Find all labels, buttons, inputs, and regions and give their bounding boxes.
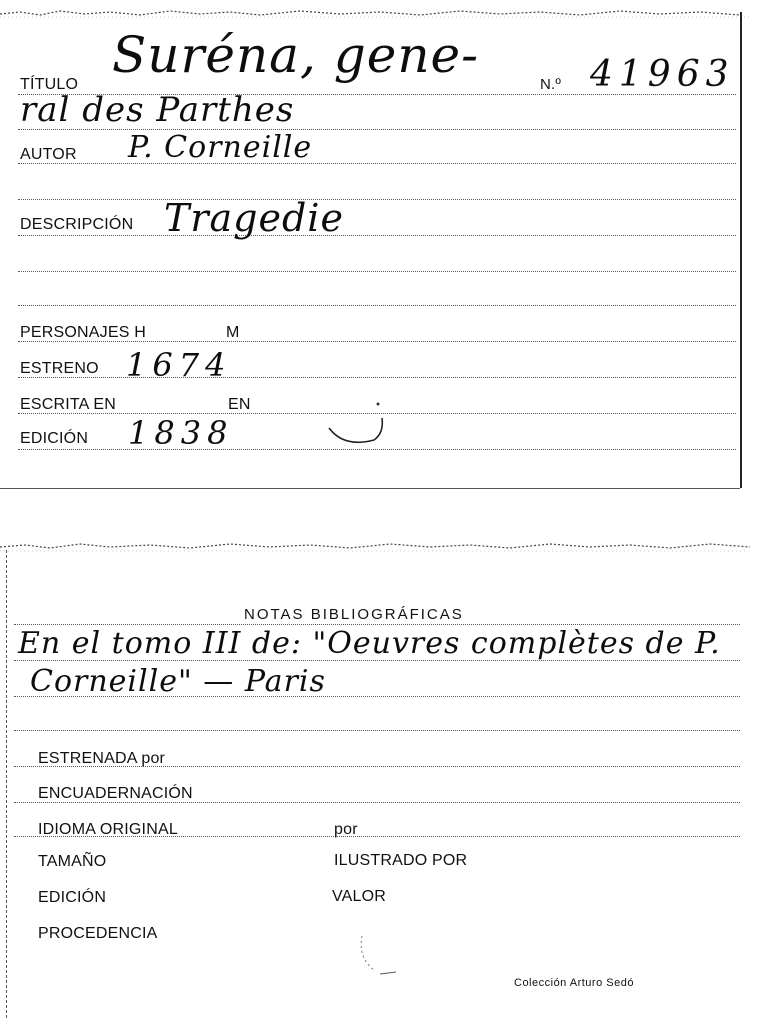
estrenada-por-label: ESTRENADA por bbox=[38, 750, 166, 767]
en-label: EN bbox=[228, 396, 251, 413]
card-left-edge bbox=[6, 550, 9, 1018]
handwritten-notes-line1: En el tomo III de: "Oeuvres complètes de P. bbox=[18, 626, 721, 661]
number-label: N.º bbox=[540, 76, 562, 93]
rule-line bbox=[18, 305, 736, 306]
notes-heading: NOTAS BIBLIOGRÁFICAS bbox=[244, 606, 464, 623]
handwritten-descripcion: Tragedie bbox=[164, 196, 344, 240]
card-bottom-edge bbox=[0, 488, 740, 489]
valor-label: VALOR bbox=[332, 888, 387, 905]
handwritten-title-line2: ral des Parthes bbox=[20, 90, 295, 130]
collection-credit: Colección Arturo Sedó bbox=[514, 977, 634, 989]
card-right-edge bbox=[737, 12, 742, 488]
handwritten-number: 41963 bbox=[590, 54, 735, 95]
descripcion-label: DESCRIPCIÓN bbox=[20, 216, 134, 233]
handwritten-edicion: 1838 bbox=[128, 414, 234, 452]
blind-stamp-icon bbox=[356, 928, 416, 978]
catalog-card-back bbox=[0, 540, 750, 1028]
rule-line bbox=[18, 199, 736, 200]
catalog-card-front bbox=[0, 0, 750, 492]
estreno-label: ESTRENO bbox=[20, 360, 99, 377]
handwritten-notes-line2: Corneille" — Paris bbox=[30, 664, 326, 699]
personajes-h-label: PERSONAJES H bbox=[20, 324, 146, 341]
torn-top-edge bbox=[0, 540, 750, 554]
ilustrado-por-label: ILUSTRADO POR bbox=[334, 852, 468, 869]
tamano-label: TAMAÑO bbox=[38, 853, 107, 870]
handwritten-autor: P. Corneille bbox=[128, 130, 313, 165]
rule-line bbox=[14, 624, 740, 625]
personajes-m-label: M bbox=[226, 324, 240, 341]
rule-line bbox=[18, 163, 736, 164]
idioma-original-label: IDIOMA ORIGINAL bbox=[38, 821, 178, 838]
handwritten-estreno: 1674 bbox=[126, 346, 232, 384]
rule-line bbox=[18, 449, 736, 450]
rule-line bbox=[18, 271, 736, 272]
edicion-label: EDICIÓN bbox=[38, 889, 107, 906]
encuadernacion-label: ENCUADERNACIÓN bbox=[38, 785, 193, 802]
torn-top-edge bbox=[0, 6, 750, 20]
escrita-en-label: ESCRITA EN bbox=[20, 396, 116, 413]
autor-label: AUTOR bbox=[20, 146, 77, 163]
rule-line bbox=[18, 235, 736, 236]
procedencia-label: PROCEDENCIA bbox=[38, 925, 158, 942]
titulo-label: TÍTULO bbox=[20, 76, 79, 93]
handwritten-title-line1: Suréna, gene- bbox=[112, 26, 480, 84]
rule-line bbox=[14, 730, 740, 731]
por-label: por bbox=[334, 821, 358, 838]
blind-stamp-icon bbox=[324, 398, 394, 448]
edicion-label: EDICIÓN bbox=[20, 430, 89, 447]
